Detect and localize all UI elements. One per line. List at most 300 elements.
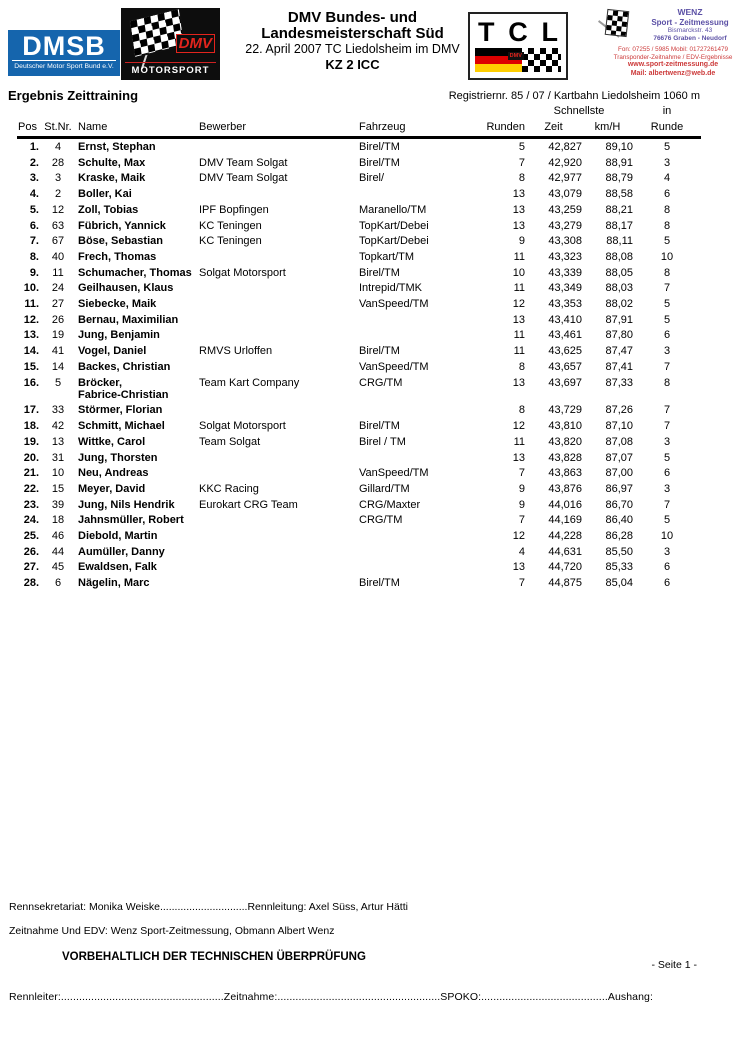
start-number: 12 <box>51 203 65 216</box>
position: 20. <box>23 451 39 464</box>
entrant <box>196 402 356 418</box>
driver-name: Schumacher, Thomas <box>78 266 192 279</box>
start-number: 39 <box>51 498 65 511</box>
position: 24. <box>23 514 39 527</box>
start-number: 24 <box>51 282 65 295</box>
result-row <box>17 312 701 328</box>
entrant: KKC Racing <box>199 482 259 495</box>
position: 12. <box>23 313 39 326</box>
start-number: 3 <box>54 172 62 185</box>
driver-name: Bröcker, Fabrice-Christian <box>78 376 169 401</box>
best-lap-number: 5 <box>663 235 671 248</box>
position: 22. <box>23 482 39 495</box>
driver-name: Kraske, Maik <box>78 172 146 185</box>
vehicle <box>356 327 466 343</box>
vehicle <box>356 528 466 544</box>
best-time: 44,169 <box>548 514 582 527</box>
wenz-name: WENZ <box>677 7 703 17</box>
laps: 7 <box>518 467 525 480</box>
speed-kmh: 87,07 <box>605 451 634 464</box>
start-number: 28 <box>51 156 65 169</box>
laps: 7 <box>518 514 525 527</box>
best-time: 44,720 <box>548 561 582 574</box>
laps: 12 <box>512 530 525 543</box>
driver-name: Schulte, Max <box>78 156 146 169</box>
entrant: Team Solgat <box>199 435 261 448</box>
best-time: 43,353 <box>548 298 582 311</box>
entrant: DMV Team Solgat <box>199 156 288 169</box>
driver-name: Schmitt, Michael <box>78 420 165 433</box>
best-lap-number: 8 <box>663 266 671 279</box>
best-time: 43,279 <box>548 219 582 232</box>
best-lap-number: 6 <box>663 577 671 590</box>
vehicle: Birel/ <box>359 172 385 185</box>
best-time: 42,977 <box>548 172 582 185</box>
speed-kmh: 85,04 <box>605 577 634 590</box>
start-number: 13 <box>51 435 65 448</box>
driver-name: Siebecke, Maik <box>78 298 157 311</box>
speed-kmh: 85,33 <box>605 561 634 574</box>
position: 23. <box>23 498 39 511</box>
wenz-website: www.sport-zeitmessung.de <box>627 61 719 68</box>
driver-name: Jung, Nils Hendrik <box>78 498 175 511</box>
driver-name: Diebold, Martin <box>78 530 158 543</box>
best-time: 43,410 <box>548 313 582 326</box>
vehicle: Gillard/TM <box>359 482 410 495</box>
position: 25. <box>23 530 39 543</box>
laps: 11 <box>513 329 525 342</box>
col-header-bewerber: Bewerber <box>196 120 356 138</box>
col-header-runde: Runde <box>633 120 701 138</box>
start-number: 31 <box>51 451 65 464</box>
driver-name: Aumüller, Danny <box>78 545 165 558</box>
event-title-block <box>235 10 470 72</box>
best-lap-number: 7 <box>663 498 671 511</box>
best-time: 43,657 <box>548 360 582 373</box>
laps: 9 <box>518 235 525 248</box>
result-row <box>17 575 701 591</box>
driver-name: Böse, Sebastian <box>78 235 163 248</box>
best-time: 43,079 <box>548 188 582 201</box>
position: 26. <box>23 545 39 558</box>
laps: 13 <box>512 188 525 201</box>
vehicle <box>356 402 466 418</box>
laps: 12 <box>512 420 525 433</box>
result-row <box>17 359 701 375</box>
event-date-location: 22. April 2007 TC Liedolsheim im DMV <box>245 42 460 56</box>
best-time: 44,631 <box>548 545 582 558</box>
vehicle: Birel/TM <box>359 266 400 279</box>
speed-kmh: 87,08 <box>605 435 634 448</box>
best-time: 43,308 <box>548 235 582 248</box>
vehicle: Birel / TM <box>359 435 406 448</box>
result-row <box>17 265 701 281</box>
vehicle: CRG/Maxter <box>359 498 421 511</box>
best-lap-number: 3 <box>663 345 671 358</box>
best-lap-number: 3 <box>663 435 671 448</box>
timekeeping-line: Zeitnahme Und EDV: Wenz Sport-Zeitmessung, Obmann Albert Wenz <box>9 925 335 937</box>
start-number: 41 <box>51 345 65 358</box>
tcl-letter-t: T <box>478 17 495 47</box>
laps: 13 <box>512 561 525 574</box>
col-header-stnr: St.Nr. <box>43 120 73 138</box>
entrant <box>196 559 356 575</box>
start-number: 45 <box>51 561 65 574</box>
start-number: 2 <box>54 188 62 201</box>
checkered-pattern-icon <box>522 48 561 72</box>
vehicle <box>356 450 466 466</box>
laps: 13 <box>512 219 525 232</box>
page-number: - Seite 1 - <box>651 959 697 971</box>
speed-kmh: 88,21 <box>605 203 634 216</box>
result-row <box>17 296 701 312</box>
laps: 9 <box>518 498 525 511</box>
results-table <box>17 104 701 591</box>
vehicle <box>356 559 466 575</box>
entrant <box>196 512 356 528</box>
entrant <box>196 138 356 155</box>
driver-name: Ernst, Stephan <box>78 141 156 153</box>
vehicle: CRG/TM <box>359 514 403 527</box>
vehicle: Birel/TM <box>359 345 400 358</box>
position: 7. <box>29 235 39 248</box>
vehicle: CRG/TM <box>359 376 403 389</box>
best-lap-number: 5 <box>663 313 671 326</box>
result-row <box>17 528 701 544</box>
vehicle <box>356 186 466 202</box>
column-header-row <box>17 120 701 138</box>
vehicle: TopKart/Debei <box>359 235 429 248</box>
best-lap-number: 8 <box>663 203 671 216</box>
start-number: 5 <box>54 376 62 389</box>
col-header-zeit: Zeit <box>525 120 582 138</box>
position: 27. <box>23 561 39 574</box>
speed-kmh: 87,80 <box>605 329 634 342</box>
speed-kmh: 87,91 <box>605 313 634 326</box>
dmsb-logo-subtitle: Deutscher Motor Sport Bund e.V. <box>12 60 116 71</box>
best-lap-number: 4 <box>663 172 671 185</box>
speed-kmh: 87,00 <box>605 467 634 480</box>
laps: 7 <box>518 577 525 590</box>
best-lap-number: 6 <box>663 188 671 201</box>
entrant: Solgat Motorsport <box>199 266 286 279</box>
result-row <box>17 202 701 218</box>
start-number: 4 <box>54 141 62 153</box>
vehicle: Maranello/TM <box>359 203 427 216</box>
entrant <box>196 296 356 312</box>
speed-kmh: 88,08 <box>605 250 634 263</box>
speed-kmh: 88,58 <box>605 188 634 201</box>
vehicle: Intrepid/TMK <box>359 282 422 295</box>
driver-name: Jung, Thorsten <box>78 451 158 464</box>
laps: 13 <box>512 451 525 464</box>
vehicle: VanSpeed/TM <box>359 467 429 480</box>
best-time: 43,863 <box>548 467 582 480</box>
position: 28. <box>23 577 39 590</box>
dmsb-logo <box>8 30 120 76</box>
best-time: 43,810 <box>548 420 582 433</box>
best-time: 43,323 <box>548 250 582 263</box>
laps: 11 <box>513 345 525 358</box>
driver-name: Frech, Thomas <box>78 250 157 263</box>
position: 13. <box>23 329 39 342</box>
position: 15. <box>23 360 39 373</box>
driver-name: Fübrich, Yannick <box>78 219 166 232</box>
result-row <box>17 186 701 202</box>
event-title-line2: Landesmeisterschaft Süd <box>261 25 444 42</box>
start-number: 6 <box>54 577 62 590</box>
speed-kmh: 87,41 <box>605 360 634 373</box>
entrant <box>196 359 356 375</box>
entrant <box>196 465 356 481</box>
entrant: KC Teningen <box>199 235 262 248</box>
col-header-kmh: km/H <box>582 120 633 138</box>
speed-kmh: 87,33 <box>605 376 634 389</box>
best-lap-number: 3 <box>663 545 671 558</box>
best-lap-number: 6 <box>663 561 671 574</box>
result-title: Ergebnis Zeittraining <box>8 88 139 103</box>
best-lap-number: 5 <box>663 298 671 311</box>
speed-kmh: 88,17 <box>605 219 634 232</box>
best-lap-number: 8 <box>663 376 671 389</box>
speed-kmh: 87,47 <box>605 345 634 358</box>
speed-kmh: 89,10 <box>605 141 634 153</box>
best-time: 43,625 <box>548 345 582 358</box>
speed-kmh: 88,03 <box>605 282 634 295</box>
best-lap-number: 6 <box>663 467 671 480</box>
result-row <box>17 544 701 560</box>
tcl-letter-c: C <box>508 17 528 47</box>
speed-kmh: 87,26 <box>605 404 634 417</box>
result-row <box>17 402 701 418</box>
best-lap-number: 7 <box>663 420 671 433</box>
wenz-service: Sport - Zeitmessung <box>651 17 729 27</box>
vehicle: Birel/TM <box>359 141 400 153</box>
laps: 7 <box>518 156 525 169</box>
vehicle: Birel/TM <box>359 420 400 433</box>
best-lap-number: 6 <box>663 329 671 342</box>
entrant: Eurokart CRG Team <box>199 498 298 511</box>
col-header-fahrzeug: Fahrzeug <box>356 120 466 138</box>
position: 4. <box>29 188 39 201</box>
dmv-emblem-icon: DMV <box>509 53 522 59</box>
result-row <box>17 375 701 403</box>
vehicle: Birel/TM <box>359 577 400 590</box>
start-number: 14 <box>51 360 65 373</box>
wenz-services: Transponder-Zeitnahme / EDV-Ergebnisse <box>613 53 733 61</box>
entrant <box>196 544 356 560</box>
dmsb-logo-text: DMSB <box>22 31 106 61</box>
position: 17. <box>23 404 39 417</box>
best-time: 42,920 <box>548 156 582 169</box>
laps: 8 <box>518 360 525 373</box>
group-header-schnellste: Schnellste <box>553 105 605 117</box>
position: 14. <box>23 345 39 358</box>
driver-name: Neu, Andreas <box>78 467 149 480</box>
best-time: 43,259 <box>548 203 582 216</box>
group-header-row <box>17 104 701 120</box>
best-time: 42,827 <box>548 141 582 153</box>
best-lap-number: 3 <box>663 482 671 495</box>
laps: 11 <box>513 282 525 295</box>
vehicle: Topkart/TM <box>359 250 415 263</box>
wenz-city: 76676 Graben - Neudorf <box>653 34 727 42</box>
wenz-street: Bismarckstr. 43 <box>667 26 713 34</box>
start-number: 27 <box>51 298 65 311</box>
best-lap-number: 10 <box>660 250 674 263</box>
position: 19. <box>23 435 39 448</box>
result-row <box>17 138 701 155</box>
best-time: 43,697 <box>548 376 582 389</box>
entrant <box>196 280 356 296</box>
result-row <box>17 418 701 434</box>
position: 2. <box>29 156 39 169</box>
entrant: KC Teningen <box>199 219 262 232</box>
speed-kmh: 86,70 <box>605 498 634 511</box>
speed-kmh: 88,79 <box>605 172 634 185</box>
entrant: Team Kart Company <box>199 376 300 389</box>
best-lap-number: 7 <box>663 282 671 295</box>
best-lap-number: 7 <box>663 404 671 417</box>
signature-line: Rennleiter:......................................................Zeitnahme:......................................................SPOKO:..........................................Aushang: <box>9 991 654 1003</box>
position: 10. <box>23 282 39 295</box>
best-time: 43,461 <box>548 329 582 342</box>
col-header-runden: Runden <box>466 120 525 138</box>
result-row <box>17 450 701 466</box>
best-time: 44,875 <box>548 577 582 590</box>
vehicle: TopKart/Debei <box>359 219 429 232</box>
position: 3. <box>29 172 39 185</box>
best-lap-number: 3 <box>663 156 671 169</box>
wenz-email: Mail: albertwenz@web.de <box>630 69 716 77</box>
entrant <box>196 249 356 265</box>
start-number: 19 <box>51 329 65 342</box>
laps: 13 <box>512 313 525 326</box>
result-row <box>17 233 701 249</box>
speed-kmh: 88,11 <box>606 235 634 248</box>
entrant: RMVS Urloffen <box>199 345 273 358</box>
result-row <box>17 280 701 296</box>
laps: 13 <box>512 376 525 389</box>
result-row <box>17 434 701 450</box>
best-time: 43,876 <box>548 482 582 495</box>
driver-name: Jung, Benjamin <box>78 329 160 342</box>
result-row <box>17 249 701 265</box>
dmv-logo-text: DMV <box>176 34 215 53</box>
wenz-phone: Fon: 07255 / 5985 Mobil: 01727261479 <box>618 46 728 53</box>
entrant: IPF Bopfingen <box>199 203 269 216</box>
position: 1. <box>29 141 39 153</box>
provisional-notice: VORBEHALTLICH DER TECHNISCHEN ÜBERPRÜFUNG <box>62 951 366 963</box>
driver-name: Bernau, Maximilian <box>78 313 179 326</box>
position: 16. <box>23 376 39 389</box>
speed-kmh: 86,28 <box>605 530 634 543</box>
start-number: 67 <box>51 235 65 248</box>
best-time: 43,820 <box>548 435 582 448</box>
vehicle: VanSpeed/TM <box>359 298 429 311</box>
speed-kmh: 88,02 <box>605 298 634 311</box>
result-row <box>17 481 701 497</box>
best-time: 44,016 <box>548 498 582 511</box>
speed-kmh: 88,91 <box>605 156 634 169</box>
start-number: 40 <box>51 250 65 263</box>
start-number: 11 <box>52 266 64 279</box>
checkered-flag-icon <box>598 8 632 44</box>
laps: 5 <box>518 141 525 153</box>
position: 11. <box>24 298 39 311</box>
tcl-club-logo <box>468 12 568 80</box>
result-row <box>17 218 701 234</box>
position: 21. <box>23 467 39 480</box>
laps: 13 <box>512 203 525 216</box>
laps: 8 <box>518 404 525 417</box>
start-number: 63 <box>51 219 65 232</box>
speed-kmh: 85,50 <box>605 545 634 558</box>
speed-kmh: 88,05 <box>605 266 634 279</box>
result-row <box>17 343 701 359</box>
position: 18. <box>23 420 39 433</box>
position: 9. <box>29 266 39 279</box>
entrant: DMV Team Solgat <box>199 172 288 185</box>
col-header-name: Name <box>73 120 196 138</box>
speed-kmh: 86,40 <box>605 514 634 527</box>
tcl-logo-flags <box>475 48 561 72</box>
driver-name: Zoll, Tobias <box>78 203 139 216</box>
entrant <box>196 327 356 343</box>
entrant <box>196 528 356 544</box>
dmv-motorsport-logo <box>121 8 220 80</box>
laps: 11 <box>513 250 525 263</box>
wenz-timing-block <box>598 8 748 78</box>
best-time: 43,339 <box>548 266 582 279</box>
entrant <box>196 575 356 591</box>
start-number: 26 <box>51 313 65 326</box>
best-lap-number: 5 <box>663 141 671 153</box>
result-row <box>17 512 701 528</box>
vehicle: VanSpeed/TM <box>359 360 429 373</box>
driver-name: Geilhausen, Klaus <box>78 282 174 295</box>
laps: 8 <box>518 172 525 185</box>
start-number: 44 <box>51 545 65 558</box>
laps: 11 <box>513 435 525 448</box>
race-secretary-line: Rennsekretariat: Monika Weiske..............................Rennleitung: Axel Süss, Artur Hätti <box>9 901 408 913</box>
motorsport-label: MOTORSPORT <box>125 62 216 76</box>
speed-kmh: 86,97 <box>605 482 634 495</box>
driver-name: Ewaldsen, Falk <box>78 561 157 574</box>
driver-name: Boller, Kai <box>78 188 132 201</box>
start-number: 10 <box>51 467 65 480</box>
best-time: 44,228 <box>548 530 582 543</box>
speed-kmh: 87,10 <box>605 420 634 433</box>
laps: 10 <box>512 266 525 279</box>
laps: 12 <box>512 298 525 311</box>
start-number: 33 <box>51 404 65 417</box>
result-row <box>17 327 701 343</box>
best-lap-number: 10 <box>660 530 674 543</box>
start-number: 15 <box>51 482 65 495</box>
result-row <box>17 170 701 186</box>
vehicle: Birel/TM <box>359 156 400 169</box>
laps: 9 <box>518 482 525 495</box>
best-time: 43,729 <box>548 404 582 417</box>
event-title-line1: DMV Bundes- und <box>287 9 418 26</box>
driver-name: Vogel, Daniel <box>78 345 147 358</box>
tcl-letter-l: L <box>541 17 558 47</box>
best-time: 43,828 <box>548 451 582 464</box>
driver-name: Backes, Christian <box>78 360 171 373</box>
start-number: 46 <box>51 530 65 543</box>
registration-info: Registriernr. 85 / 07 / Kartbahn Liedolsheim 1060 m <box>448 90 700 102</box>
